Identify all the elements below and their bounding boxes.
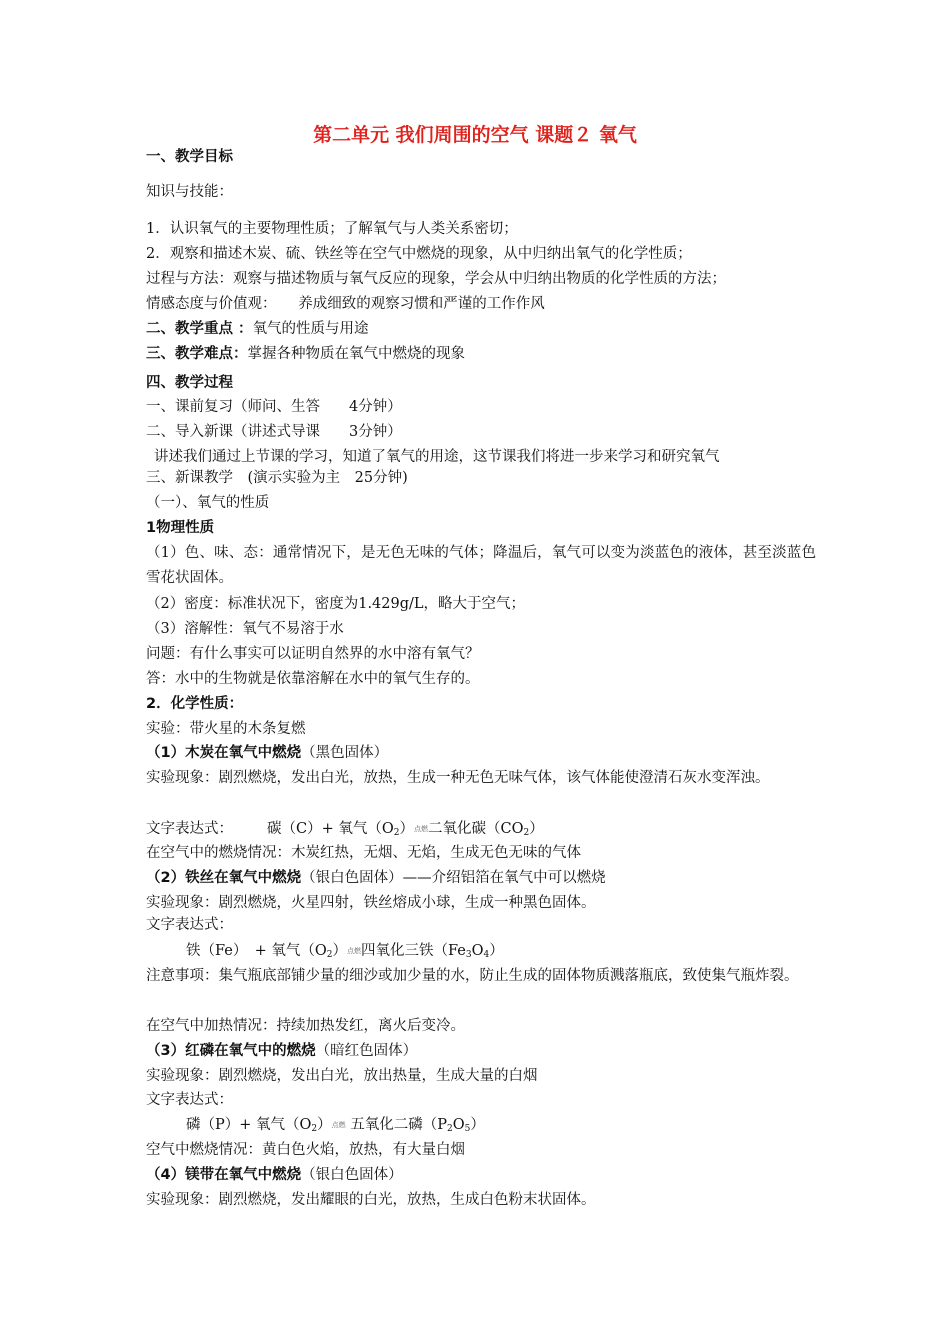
carbon-note: （黑色固体） [301, 745, 389, 761]
phosphorus-equation-label: 文字表达式： [146, 1092, 233, 1108]
carbon-heading: （1）木炭在氧气中燃烧 [146, 745, 302, 761]
emotion-values: 情感态度与价值观： 养成细致的观察习惯和严谨的工作作风 [146, 296, 545, 312]
equation-right: 五氧化二磷（P [350, 1117, 448, 1133]
process-intro-text: 讲述我们通过上节课的学习，知道了氧气的用途，这节课我们将进一步来学习和研究氧气 [154, 449, 720, 465]
phosphorus-heading-line [146, 1040, 826, 1062]
physical-density: （2）密度：标准状况下，密度为1.429g/L，略大于空气； [146, 596, 526, 612]
magnesium-heading-line [146, 1164, 826, 1186]
equation-label: 文字表达式： [146, 821, 233, 837]
equation-right-end: ） [470, 1117, 485, 1133]
document-title: 第二单元 我们周围的空气 课题２ 氧气 [313, 124, 637, 146]
section-difficulties [146, 343, 826, 365]
physical-properties-heading: 1物理性质 [146, 520, 215, 536]
question-text: 问题：有什么事实可以证明自然界的水中溶有氧气？ [146, 646, 480, 662]
carbon-equation [146, 818, 826, 844]
reaction-arrow-icon: 点燃 [413, 825, 428, 833]
answer-text: 答：水中的生物就是依靠溶解在水中的氧气生存的。 [146, 671, 480, 687]
iron-heading: （2）铁丝在氧气中燃烧 [146, 870, 302, 886]
iron-heading-line [146, 867, 826, 889]
iron-equation-label: 文字表达式： [146, 917, 233, 933]
phosphorus-air-burning: 空气中燃烧情况：黄白色火焰，放热，有大量白烟 [146, 1142, 465, 1158]
carbon-air-burning: 在空气中的燃烧情况：木炭红热，无烟、无焰，生成无色无味的气体 [146, 845, 581, 861]
carbon-heading-line [146, 742, 826, 764]
process-new-lesson: 三、新课教学 (演示实验为主 25分钟) [146, 470, 408, 486]
phosphorus-phenomenon: 实验现象：剧烈燃烧，发出白光，放出热量，生成大量的白烟 [146, 1068, 538, 1084]
physical-color-taste-state: （1）色、味、态：通常情况下，是无色无味的气体；降温后，氧气可以变为淡蓝色的液体，甚至淡蓝色雪花状固体。 [146, 545, 816, 586]
reaction-arrow-icon: 点燃 [331, 1121, 346, 1129]
equation-left-end: ） [399, 821, 414, 837]
subscript: 3 [465, 950, 472, 960]
equation-right-end: ） [489, 943, 504, 959]
phosphorus-equation [186, 1114, 866, 1140]
reaction-arrow-icon: 点燃 [346, 947, 361, 955]
equation-left: 磷（P）+ 氧气（O [186, 1117, 312, 1133]
subscript: 2 [326, 950, 333, 960]
equation-left-end: ） [317, 1117, 332, 1133]
iron-equation [186, 940, 866, 966]
equation-right: 二氧化碳（CO [427, 821, 524, 837]
process-intro: 二、导入新课（讲述式导课 3分钟） [146, 424, 402, 440]
oxygen-properties-heading: （一）、氧气的性质 [146, 495, 270, 511]
magnesium-heading: （4）镁带在氧气中燃烧 [146, 1167, 302, 1183]
equation-right: 四氧化三铁（Fe [360, 943, 466, 959]
knowledge-skills-label: 知识与技能： [146, 184, 233, 200]
equation-left: 铁（Fe） + 氧气（O [186, 943, 327, 959]
knowledge-item-2: 2．观察和描述木炭、硫、铁丝等在空气中燃烧的现象，从中归纳出氧气的化学性质； [146, 246, 692, 262]
equation-right-end: ） [529, 821, 544, 837]
section-teaching-process: 四、教学过程 [146, 375, 233, 391]
knowledge-item-1: 1．认识氧气的主要物理性质；了解氧气与人类关系密切； [146, 221, 518, 237]
phosphorus-note: （暗红色固体） [315, 1043, 418, 1059]
iron-caution: 注意事项：集气瓶底部铺少量的细沙或加少量的水，防止生成的固体物质溅落瓶底，致使集气瓶炸裂。 [146, 968, 799, 984]
subscript: 2 [311, 1124, 318, 1134]
physical-solubility: （3）溶解性：氧气不易溶于水 [146, 621, 344, 637]
carbon-phenomenon: 实验现象：剧烈燃烧，发出白光，放热，生成一种无色无味气体，该气体能使澄清石灰水变浑浊。 [146, 770, 770, 786]
equation-left-end: ） [332, 943, 347, 959]
iron-note: （银白色固体）——介绍铝箔在氧气中可以燃烧 [301, 870, 606, 886]
difficulties-heading: 三、教学难点： [146, 346, 248, 362]
key-points-heading: 二、教学重点 ： [146, 321, 253, 337]
experiment-text: 实验：带火星的木条复燃 [146, 721, 306, 737]
subscript: 2 [393, 828, 400, 838]
equation-right-mid: O [452, 1117, 465, 1133]
phosphorus-heading: （3）红磷在氧气中的燃烧 [146, 1043, 316, 1059]
chemical-properties-heading: 2．化学性质： [146, 696, 244, 712]
section-key-points [146, 318, 826, 340]
subscript: 4 [483, 950, 490, 960]
magnesium-note: （银白色固体） [301, 1167, 403, 1183]
subscript: 2 [523, 828, 530, 838]
key-points-text: 氧气的性质与用途 [252, 321, 369, 337]
process-review: 一、课前复习（师问、生答 4分钟） [146, 399, 402, 415]
section-teaching-goals: 一、教学目标 [146, 149, 233, 165]
subscript: 5 [464, 1124, 471, 1134]
process-method: 过程与方法：观察与描述物质与氧气反应的现象，学会从中归纳出物质的化学性质的方法； [146, 271, 726, 287]
difficulties-text: 掌握各种物质在氧气中燃烧的现象 [247, 346, 465, 362]
equation-left: 碳（C）+ 氧气（O [267, 821, 394, 837]
iron-air-heating: 在空气中加热情况：持续加热发红，离火后变冷。 [146, 1018, 465, 1034]
magnesium-phenomenon: 实验现象：剧烈燃烧，发出耀眼的白光，放热，生成白色粉末状固体。 [146, 1192, 596, 1208]
subscript: 2 [447, 1124, 453, 1134]
equation-right-mid: O [471, 943, 484, 959]
iron-phenomenon: 实验现象：剧烈燃烧，火星四射，铁丝熔成小球，生成一种黑色固体。 [146, 895, 596, 911]
